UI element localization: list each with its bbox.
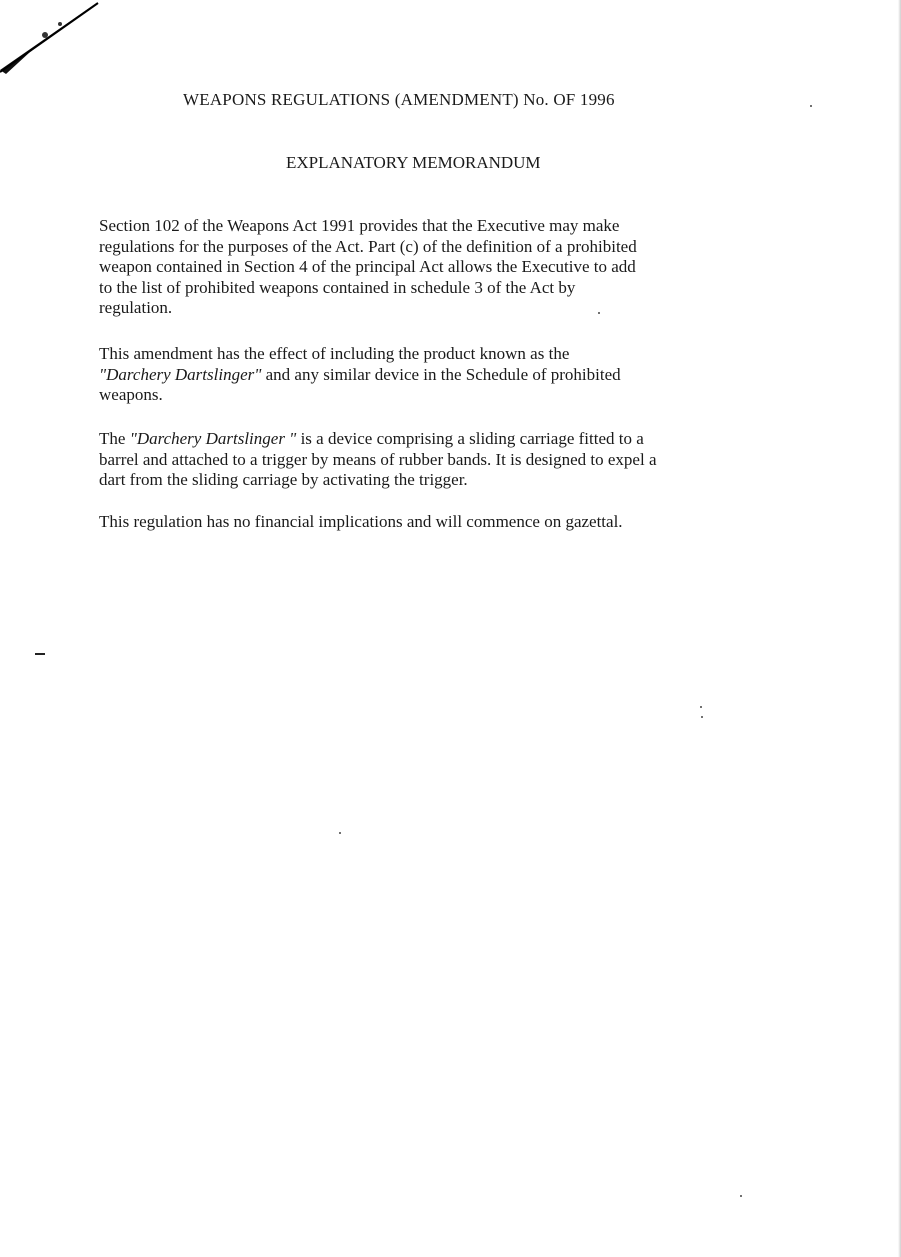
paragraph-line: [99, 429, 779, 450]
product-name: "Darchery Dartslinger": [99, 364, 262, 384]
document-title: WEAPONS REGULATIONS (AMENDMENT) No. OF 1996: [183, 90, 615, 109]
paragraph-device-description: [99, 429, 779, 491]
paragraph-line: dart from the sliding carriage by activating the trigger.: [99, 470, 468, 489]
paragraph-text: is a device comprising a sliding carriage fitted to a: [296, 429, 644, 448]
paragraph-line: regulations for the purposes of the Act. Part (c) of the definition of a prohibited: [99, 236, 637, 256]
paragraph-text: and any similar device in the Schedule of prohibited: [261, 364, 621, 384]
paragraph-line: to the list of prohibited weapons contained in schedule 3 of the Act by: [99, 277, 576, 297]
paragraph-text: The: [99, 429, 130, 448]
scan-speck: [598, 312, 600, 314]
paragraph-line: [99, 365, 779, 386]
paragraph-line: weapons.: [99, 385, 163, 404]
paragraph-line: weapon contained in Section 4 of the principal Act allows the Executive to add: [99, 257, 636, 276]
paragraph-line: Section 102 of the Weapons Act 1991 provides that the Executive may make: [99, 216, 620, 235]
scan-speck: [701, 716, 703, 718]
paragraph-line: This regulation has no financial implications and will commence on gazettal.: [99, 512, 623, 531]
paragraph-line: This amendment has the effect of including the product known as the: [99, 344, 570, 363]
paragraph-legislative-basis: [99, 216, 779, 319]
paragraph-amendment-effect: [99, 344, 779, 406]
paragraph-line: regulation.: [99, 298, 173, 317]
scan-speck: [700, 706, 702, 708]
document-subtitle: EXPLANATORY MEMORANDUM: [286, 153, 541, 172]
margin-mark: [35, 653, 45, 655]
paragraph-line: barrel and attached to a trigger by means of rubber bands. It is designed to expel a: [99, 449, 657, 469]
scan-speck: [740, 1195, 742, 1197]
scan-corner-fold: [0, 0, 110, 80]
product-name: "Darchery Dartslinger ": [129, 429, 297, 448]
scan-speck: [810, 105, 812, 107]
paragraph-financial-implications: [99, 512, 779, 533]
scan-speck: [339, 832, 341, 834]
